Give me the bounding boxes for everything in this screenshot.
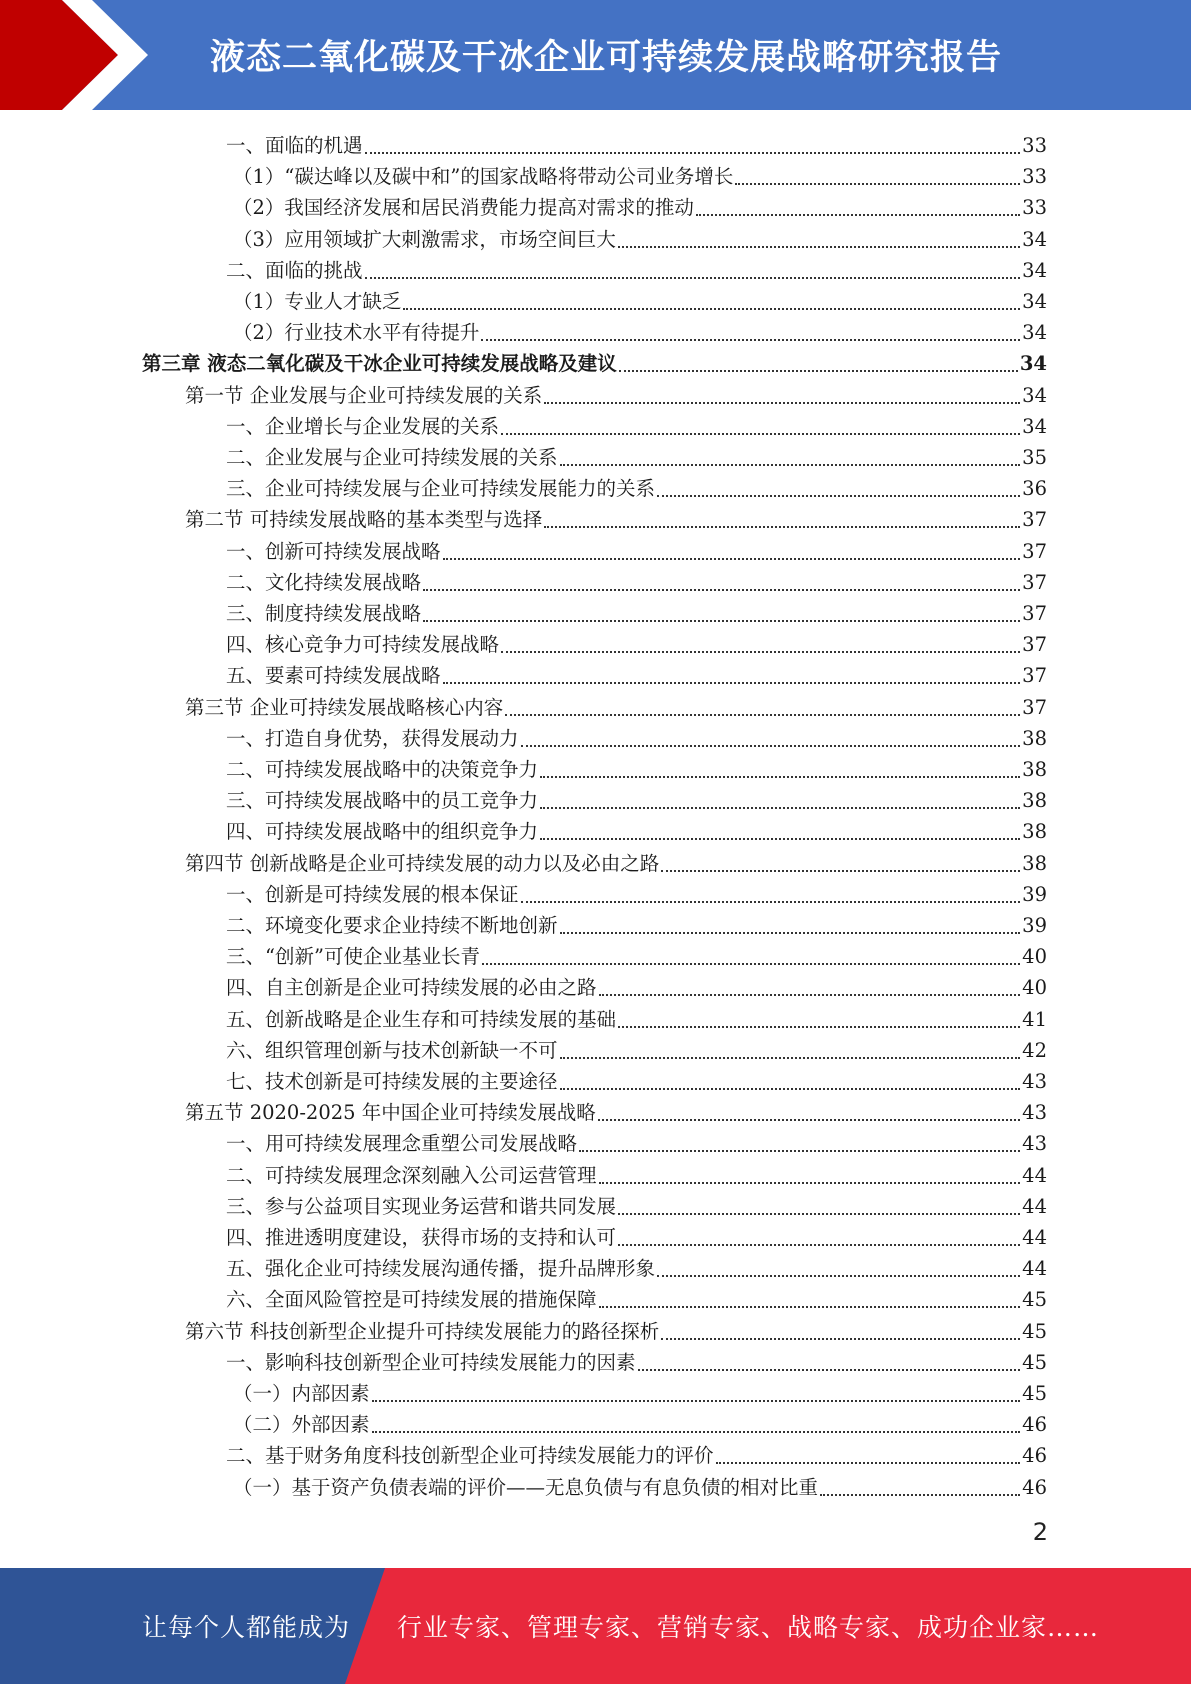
toc-entry-title: 二、文化持续发展战略: [226, 570, 422, 594]
toc-dot-leader: [365, 276, 1021, 279]
toc-entry-title: （1）专业人才缺乏: [233, 290, 402, 313]
toc-entry-title: 三、制度持续发展战略: [226, 602, 422, 625]
toc-dot-leader: [560, 1087, 1021, 1090]
toc-entry[interactable]: [226, 534, 1047, 565]
toc-entry[interactable]: [226, 721, 1047, 752]
toc-entry-page: 43: [1022, 1070, 1047, 1093]
toc-dot-leader: [696, 213, 1020, 216]
toc-entry-page: 41: [1022, 1007, 1047, 1031]
toc-dot-leader: [560, 463, 1021, 466]
toc-entry-page: 44: [1022, 1226, 1047, 1249]
toc-dot-leader: [443, 681, 1021, 684]
toc-entry-page: 37: [1022, 664, 1047, 688]
toc-dot-leader: [481, 338, 1020, 341]
toc-entry[interactable]: [226, 1033, 1047, 1064]
page-number: 2: [1032, 1518, 1048, 1546]
toc-dot-leader: [540, 806, 1020, 809]
toc-entry-title: 二、环境变化要求企业持续不断地创新: [226, 914, 558, 937]
toc-entry[interactable]: [233, 1407, 1047, 1438]
toc-entry-title: 三、“创新”可使企业基业长青: [226, 945, 480, 969]
toc-entry-page: 33: [1022, 134, 1047, 157]
toc-entry-page: 34: [1022, 258, 1047, 282]
toc-dot-leader: [540, 837, 1020, 840]
toc-entry-title: 三、参与公益项目实现业务运营和谐共同发展: [226, 1194, 617, 1218]
toc-entry-title: 第六节 科技创新型企业提升可持续发展能力的路径探析: [185, 1319, 660, 1343]
toc-dot-leader: [365, 151, 1021, 154]
toc-entry[interactable]: [226, 565, 1047, 596]
toc-entry-title: 一、企业增长与企业发展的关系: [226, 414, 500, 438]
toc-entry-page: 46: [1022, 1444, 1047, 1468]
toc-entry-title: （一）内部因素: [233, 1382, 370, 1405]
toc-entry-title: 五、创新战略是企业生存和可持续发展的基础: [226, 1007, 617, 1031]
toc-entry[interactable]: [226, 1189, 1047, 1220]
toc-entry[interactable]: [226, 1126, 1047, 1157]
toc-dot-leader: [638, 1368, 1021, 1371]
toc-entry[interactable]: [226, 253, 1047, 284]
toc-entry-title: 一、创新可持续发展战略: [226, 539, 441, 563]
toc-entry-page: 40: [1022, 945, 1047, 969]
toc-dot-leader: [540, 775, 1020, 778]
toc-entry-title: （二）外部因素: [233, 1413, 370, 1437]
toc-entry[interactable]: [226, 1158, 1047, 1189]
toc-dot-leader: [560, 931, 1021, 934]
toc-entry-page: 34: [1019, 352, 1047, 376]
toc-dot-leader: [482, 962, 1020, 965]
toc-entry-title: 四、核心竞争力可持续发展战略: [226, 633, 500, 657]
toc-entry-page: 46: [1022, 1413, 1047, 1437]
toc-entry-title: 五、要素可持续发展战略: [226, 664, 441, 688]
toc-dot-leader: [599, 993, 1021, 996]
toc-dot-leader: [544, 401, 1020, 404]
page-header: [0, 0, 1191, 110]
toc-entry-title: 三、可持续发展战略中的员工竞争力: [226, 789, 539, 813]
toc-entry-title: 五、强化企业可持续发展沟通传播，提升品牌形象: [226, 1257, 656, 1281]
toc-entry[interactable]: [226, 128, 1047, 159]
toc-entry[interactable]: [226, 1002, 1047, 1033]
toc-dot-leader: [735, 182, 1020, 185]
toc-dot-leader: [579, 1149, 1020, 1152]
toc-entry[interactable]: [233, 222, 1047, 253]
toc-dot-leader: [599, 1305, 1021, 1308]
toc-entry-page: 35: [1022, 446, 1047, 469]
toc-entry-page: 34: [1022, 383, 1047, 407]
toc-entry[interactable]: [226, 1345, 1047, 1376]
toc-entry-page: 45: [1022, 1382, 1047, 1405]
toc-entry-page: 38: [1022, 851, 1047, 875]
toc-dot-leader: [618, 1243, 1020, 1246]
toc-entry-page: 44: [1022, 1163, 1047, 1187]
toc-entry-page: 43: [1022, 1132, 1047, 1156]
toc-entry-page: 34: [1022, 290, 1047, 313]
toc-dot-leader: [501, 650, 1020, 653]
toc-entry[interactable]: [226, 409, 1047, 440]
toc-dot-leader: [657, 494, 1020, 497]
toc-dot-leader: [372, 1430, 1021, 1433]
toc-dot-leader: [619, 369, 1018, 372]
toc-entry-page: 44: [1022, 1257, 1047, 1281]
toc-entry-title: 一、影响科技创新型企业可持续发展能力的因素: [226, 1350, 636, 1374]
toc-entry[interactable]: [226, 1282, 1047, 1313]
toc-section-entry[interactable]: [185, 1095, 1047, 1126]
toc-entry-page: 34: [1022, 321, 1047, 345]
toc-entry-page: 34: [1022, 227, 1047, 251]
toc-entry-title: （1）“碳达峰以及碳中和”的国家战略将带动公司业务增长: [233, 165, 734, 189]
toc-entry-title: 一、打造自身优势，获得发展动力: [226, 726, 519, 750]
toc-entry-page: 38: [1022, 758, 1047, 781]
toc-entry[interactable]: [233, 159, 1047, 190]
toc-entry[interactable]: [226, 939, 1047, 970]
toc-entry[interactable]: [226, 783, 1047, 814]
toc-entry-title: 四、可持续发展战略中的组织竞争力: [226, 820, 539, 844]
toc-entry-page: 37: [1022, 602, 1047, 625]
toc-entry[interactable]: [226, 970, 1047, 1001]
toc-entry-title: （3）应用领域扩大刺激需求，市场空间巨大: [233, 227, 616, 251]
toc-chapter-entry[interactable]: [142, 346, 1047, 377]
toc-entry-title: 第五节 2020-2025 年中国企业可持续发展战略: [185, 1101, 596, 1125]
toc-entry-title: 二、可持续发展战略中的决策竞争力: [226, 758, 539, 781]
toc-entry-title: 六、组织管理创新与技术创新缺一不可: [226, 1038, 558, 1062]
toc-entry[interactable]: [233, 284, 1047, 315]
toc-entry[interactable]: [226, 471, 1047, 502]
toc-entry-title: 四、自主创新是企业可持续发展的必由之路: [226, 976, 597, 1000]
toc-entry[interactable]: [233, 315, 1047, 346]
toc-dot-leader: [657, 1274, 1020, 1277]
toc-entry[interactable]: [226, 908, 1047, 939]
toc-entry[interactable]: [226, 1220, 1047, 1251]
toc-section-entry[interactable]: [185, 502, 1047, 533]
toc-entry[interactable]: [226, 658, 1047, 689]
toc-section-entry[interactable]: [185, 1314, 1047, 1345]
toc-dot-leader: [598, 1118, 1020, 1121]
toc-entry[interactable]: [226, 752, 1047, 783]
toc-entry-title: 二、面临的挑战: [226, 258, 363, 282]
toc-dot-leader: [661, 1337, 1020, 1340]
toc-entry-page: 36: [1022, 477, 1047, 501]
toc-entry-page: 43: [1022, 1101, 1047, 1125]
toc-dot-leader: [521, 744, 1021, 747]
toc-entry-title: 六、全面风险管控是可持续发展的措施保障: [226, 1288, 597, 1312]
toc-entry-title: 一、面临的机遇: [226, 134, 363, 157]
toc-entry-page: 33: [1022, 165, 1047, 189]
toc-entry[interactable]: [226, 814, 1047, 845]
toc-dot-leader: [521, 900, 1021, 903]
toc-entry-page: 44: [1022, 1194, 1047, 1218]
toc-dot-leader: [560, 1056, 1021, 1059]
toc-entry[interactable]: [233, 190, 1047, 221]
toc-dot-leader: [820, 1493, 1020, 1496]
toc-entry[interactable]: [226, 1251, 1047, 1282]
toc-dot-leader: [423, 588, 1020, 591]
toc-entry-title: （2）行业技术水平有待提升: [233, 321, 480, 345]
toc-dot-leader: [403, 307, 1020, 310]
toc-entry-page: 38: [1022, 789, 1047, 813]
toc-entry-title: 第四节 创新战略是企业可持续发展的动力以及必由之路: [185, 851, 660, 875]
toc-entry[interactable]: [226, 1064, 1047, 1095]
toc-entry-title: 七、技术创新是可持续发展的主要途径: [226, 1070, 558, 1093]
toc-entry[interactable]: [226, 440, 1047, 471]
toc-entry[interactable]: [226, 877, 1047, 908]
toc-dot-leader: [372, 1399, 1021, 1402]
toc-entry-title: 一、用可持续发展理念重塑公司发展战略: [226, 1132, 578, 1156]
toc-entry-page: 37: [1022, 539, 1047, 563]
toc-entry-title: （2）我国经济发展和居民消费能力提高对需求的推动: [233, 196, 694, 220]
toc-entry[interactable]: [233, 1376, 1047, 1407]
toc-entry-title: 一、创新是可持续发展的根本保证: [226, 882, 519, 906]
toc-entry[interactable]: [226, 596, 1047, 627]
toc-dot-leader: [618, 1212, 1020, 1215]
toc-entry-title: 第三章 液态二氧化碳及干冰企业可持续发展战略及建议: [142, 352, 617, 376]
toc-dot-leader: [505, 713, 1020, 716]
toc-entry-page: 45: [1022, 1350, 1047, 1374]
toc-entry-page: 46: [1022, 1475, 1047, 1499]
toc-entry[interactable]: [226, 627, 1047, 658]
toc-dot-leader: [716, 1461, 1021, 1464]
toc-entry-page: 39: [1022, 914, 1047, 937]
toc-entry-title: 二、可持续发展理念深刻融入公司运营管理: [226, 1163, 597, 1187]
toc-entry-page: 33: [1022, 196, 1047, 220]
toc-entry[interactable]: [226, 1438, 1047, 1469]
toc-dot-leader: [544, 525, 1020, 528]
toc-entry-page: 40: [1022, 976, 1047, 1000]
toc-entry[interactable]: [233, 1470, 1047, 1501]
toc-entry-page: 38: [1022, 726, 1047, 750]
toc-entry-page: 37: [1022, 633, 1047, 657]
toc-dot-leader: [501, 432, 1020, 435]
toc-entry-page: 34: [1022, 414, 1047, 438]
page-footer: [0, 1568, 1191, 1684]
toc-dot-leader: [443, 557, 1021, 560]
toc-entry-page: 38: [1022, 820, 1047, 844]
toc-entry-page: 45: [1022, 1319, 1047, 1343]
toc-section-entry[interactable]: [185, 690, 1047, 721]
toc-entry-page: 37: [1022, 570, 1047, 594]
footer-slogan-left: 让每个人都能成为: [142, 1613, 351, 1642]
toc-entry-page: 37: [1022, 695, 1047, 719]
toc-entry-page: 45: [1022, 1288, 1047, 1312]
toc-entry-title: 第一节 企业发展与企业可持续发展的关系: [185, 383, 543, 407]
toc-entry-title: 第三节 企业可持续发展战略核心内容: [185, 695, 504, 719]
toc-entry-title: 二、基于财务角度科技创新型企业可持续发展能力的评价: [226, 1444, 714, 1468]
toc-dot-leader: [618, 245, 1020, 248]
toc-entry-page: 42: [1022, 1038, 1047, 1062]
toc-section-entry[interactable]: [185, 378, 1047, 409]
toc-entry-title: （一）基于资产负债表端的评价——无息负债与有息负债的相对比重: [233, 1475, 819, 1499]
toc-dot-leader: [618, 1025, 1020, 1028]
toc-entry-title: 二、企业发展与企业可持续发展的关系: [226, 446, 558, 469]
toc-entry-page: 39: [1022, 882, 1047, 906]
toc-entry-page: 37: [1022, 508, 1047, 532]
toc-dot-leader: [661, 869, 1020, 872]
toc-entry-title: 第二节 可持续发展战略的基本类型与选择: [185, 508, 543, 532]
toc-entry-title: 四、推进透明度建设，获得市场的支持和认可: [226, 1226, 617, 1249]
report-title: 液态二氧化碳及干冰企业可持续发展战略研究报告: [210, 38, 1003, 78]
footer-slogan-right: 行业专家、管理专家、营销专家、战略专家、成功企业家……: [397, 1613, 1100, 1642]
toc-dot-leader: [423, 619, 1020, 622]
toc-entry-title: 三、企业可持续发展与企业可持续发展能力的关系: [226, 477, 656, 501]
toc-section-entry[interactable]: [185, 846, 1047, 877]
toc-dot-leader: [599, 1181, 1021, 1184]
